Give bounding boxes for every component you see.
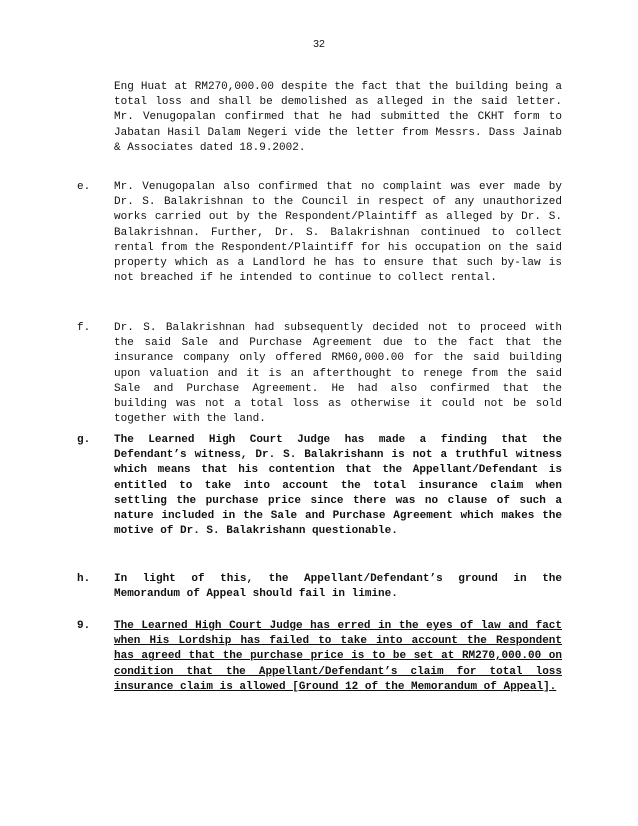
item-label: e.	[77, 181, 91, 193]
item-label: g.	[77, 434, 91, 446]
item-text: The Learned High Court Judge has erred in the eyes of law and fact when His Lordship has failed to take into account the Respondent has agreed that the purchase price is to be set at RM270,000.00 on condition that the Appellant/Defendant’s claim for total loss insurance claim is allowed [Ground 12 of the Memorandum of Appeal].	[114, 620, 562, 693]
item-text: The Learned High Court Judge has made a finding that the Defendant’s witness, Dr. S. Balakrishann is not a truthful witness which means that his contention that the Appellant/Defendant is entitled to take into account the total insurance claim when settling the purchase price since there was no clause of such a nature included in the Sale and Purchase Agreement which makes the motive of Dr. S. Balakrishann questionable.	[114, 434, 562, 538]
item-label: 9.	[77, 620, 91, 632]
list-item-e	[77, 180, 562, 286]
item-text: Dr. S. Balakrishnan had subsequently decided not to proceed with the said Sale and Purchase Agreement due to the fact that the insurance company only offered RM60,000.00 for the said building upon valuation and it is an afterthought to renege from the said Sale and Purchase Agreement. He had also confirmed that the building was not a total loss as otherwise it could not be sold together with the land.	[114, 322, 562, 426]
page-number: 32	[313, 38, 325, 50]
continuation-paragraph: Eng Huat at RM270,000.00 despite the fact that the building being a total loss and shall be demolished as alleged in the said letter. Mr. Venugopalan confirmed that he had submitted the CKHT form to Jabatan Hasil Dalam Negeri vide the letter from Messrs. Dass Jainab & Associates dated 18.9.2002.	[114, 81, 562, 154]
list-item-f	[77, 321, 562, 427]
item-text: In light of this, the Appellant/Defendant’s ground in the Memorandum of Appeal should fail in limine.	[114, 573, 562, 601]
item-label: h.	[77, 573, 91, 585]
item-text: Mr. Venugopalan also confirmed that no complaint was ever made by Dr. S. Balakrishnan to the Council in respect of any unauthorized works carried out by the Respondent/Plaintiff as alleged by Dr. S. Balakrishnan. Further, Dr. S. Balakrishnan continued to collect rental from the Respondent/Plaintiff for his occupation on the said property which as a Landlord he has to ensure that such by-law is not breached if he intended to continue to collect rental.	[114, 181, 562, 285]
list-item-h	[77, 572, 562, 602]
list-item-9	[77, 619, 562, 695]
list-item-g	[77, 433, 562, 539]
item-label: f.	[77, 322, 91, 334]
